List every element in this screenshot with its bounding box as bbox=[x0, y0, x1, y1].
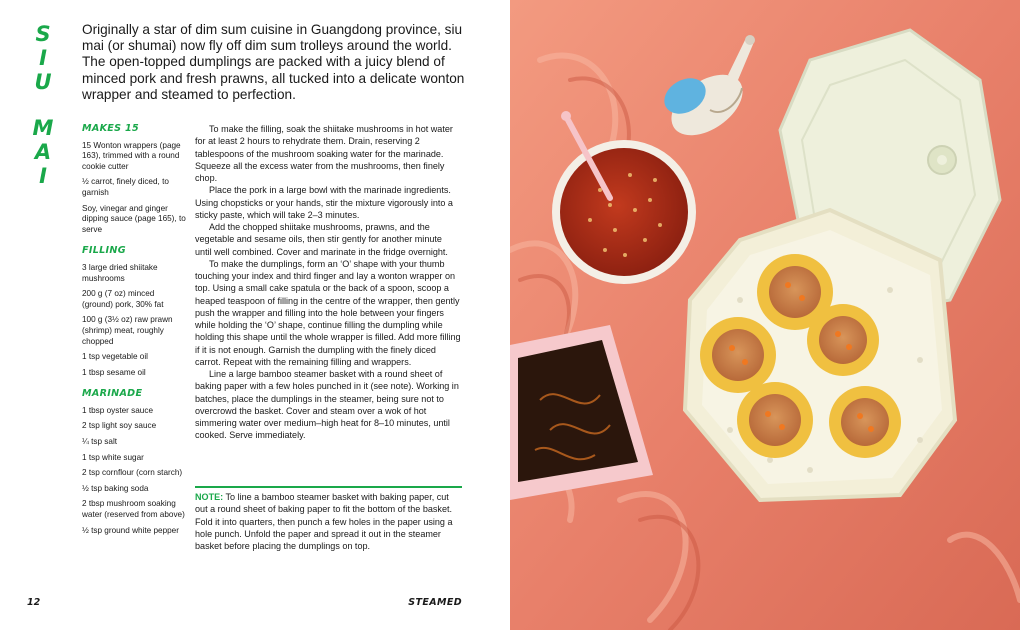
dumpling bbox=[829, 386, 901, 458]
note-divider bbox=[195, 486, 462, 488]
method-paragraph: To make the filling, soak the shiitake mushrooms in hot water for at least 2 hours to rehydrate them. Drain, reserving 2 tablespoons of the mushroom soaking water for the marinade. Squeeze all the excess water from the mushrooms, then finely chop. bbox=[195, 124, 453, 183]
marinade-heading: MARINADE bbox=[82, 388, 143, 400]
ingredient-item: 1 tbsp oyster sauce bbox=[82, 405, 153, 415]
ingredient-item: 2 tsp light soy sauce bbox=[82, 421, 157, 431]
ingredient-item: 1 tsp white sugar bbox=[82, 452, 144, 462]
ingredient-item: 2 tsp cornflour (corn starch) bbox=[82, 468, 183, 478]
title-letter: A bbox=[34, 140, 52, 164]
ingredient-item: Soy, vinegar and ginger dipping sauce (page 165), to serve bbox=[82, 203, 186, 234]
page-number: 12 bbox=[27, 597, 41, 608]
ingredient-item: ½ tsp baking soda bbox=[82, 483, 149, 493]
filling-heading: FILLING bbox=[82, 245, 126, 257]
title-letter: I bbox=[39, 46, 47, 70]
method-paragraph: Place the pork in a large bowl with the marinade ingredients. Using chopsticks or your hands, stir the mixture vigorously into a sticky paste, which will take 2–3 minutes. bbox=[195, 185, 453, 220]
ingredient-item: 1 tsp vegetable oil bbox=[82, 352, 148, 362]
ingredient-item: 3 large dried shiitake mushrooms bbox=[82, 262, 158, 283]
ingredient-item: 1 tbsp sesame oil bbox=[82, 367, 146, 377]
ingredient-item: ½ carrot, finely diced, to garnish bbox=[82, 177, 169, 197]
ingredient-item: 15 Wonton wrappers (page 163), trimmed with a round cookie cutter bbox=[82, 140, 181, 171]
ingredients-column bbox=[82, 124, 186, 541]
ingredient-item: ½ tsp ground white pepper bbox=[82, 525, 179, 535]
dumpling bbox=[700, 317, 776, 393]
ingredient-item: 200 g (7 oz) minced (ground) pork, 30% fat bbox=[82, 289, 164, 309]
note-text: To line a bamboo steamer basket with baking paper, cut out a round sheet of baking paper to fit the bottom of the basket. Fold it into quarters, then punch a few holes in the paper using a hole punch. Unfold the paper and spread it out in the steamer basket before placing the dumplings on top. bbox=[195, 492, 453, 551]
ingredient-item: ¼ tsp salt bbox=[82, 437, 118, 447]
note-label: NOTE: bbox=[195, 492, 224, 502]
title-letter: I bbox=[39, 164, 47, 188]
food-photo bbox=[510, 0, 1020, 630]
makes-heading: MAKES 15 bbox=[82, 123, 139, 134]
ingredient-item: 2 tbsp mushroom soaking water (reserved from above) bbox=[82, 499, 185, 520]
dumpling bbox=[737, 382, 813, 458]
method-paragraph: Line a large bamboo steamer basket with a round sheet of baking paper with a few holes punched in it (see note). Working in batches, place the dumplings in the steamer, being sure not to overcrowd the basket. Cover and steam over a wok of hot simmering water over medium–high heat for 8–10 minutes, until cooked. Serve immediately. bbox=[195, 369, 459, 441]
method-paragraph: To make the dumplings, form an ‘O’ shape with your thumb touching your index and third finger and lay a wonton wrapper on top. Using a small cake spatula or the back of a spoon, scoop a heaped teaspoon of filling in the centre of the wrapper, then gently push the wrapper and filling into the hole between your fingers while holding the ‘O’ shape, continue filling the dumpling while holding this shape until the whole wrapper is filled. Add more filling if it is not enough. Garnish the dumpling with the finely diced carrot. Repeat with the remaining filling and wrappers. bbox=[195, 258, 461, 367]
section-footer: STEAMED bbox=[408, 597, 462, 608]
title-word-gap bbox=[30, 94, 56, 116]
food-photo-illustration bbox=[510, 0, 1020, 630]
title-letter: U bbox=[34, 70, 52, 94]
ingredient-item: 100 g (3½ oz) raw prawn (shrimp) meat, roughly chopped bbox=[82, 315, 173, 346]
dumpling bbox=[807, 304, 879, 376]
method-column bbox=[195, 123, 461, 442]
method-paragraph: Add the chopped shiitake mushrooms, prawns, and the vegetable and sesame oils, then stir gently for another minute until well combined. Cover and marinate in the fridge overnight. bbox=[195, 222, 448, 257]
recipe-intro: Originally a star of dim sum cuisine in Guangdong province, siu mai (or shumai) now fly off dim sum trolleys around the world. The open-topped dumplings are packed with a juicy blend of minced pork and fresh prawns, all tucked into a delicate wonton wrapper and steamed to perfection. bbox=[82, 22, 465, 102]
title-letter: M bbox=[32, 116, 54, 140]
recipe-note bbox=[195, 491, 461, 552]
title-letter: S bbox=[35, 22, 51, 46]
recipe-title-vertical bbox=[30, 22, 56, 188]
